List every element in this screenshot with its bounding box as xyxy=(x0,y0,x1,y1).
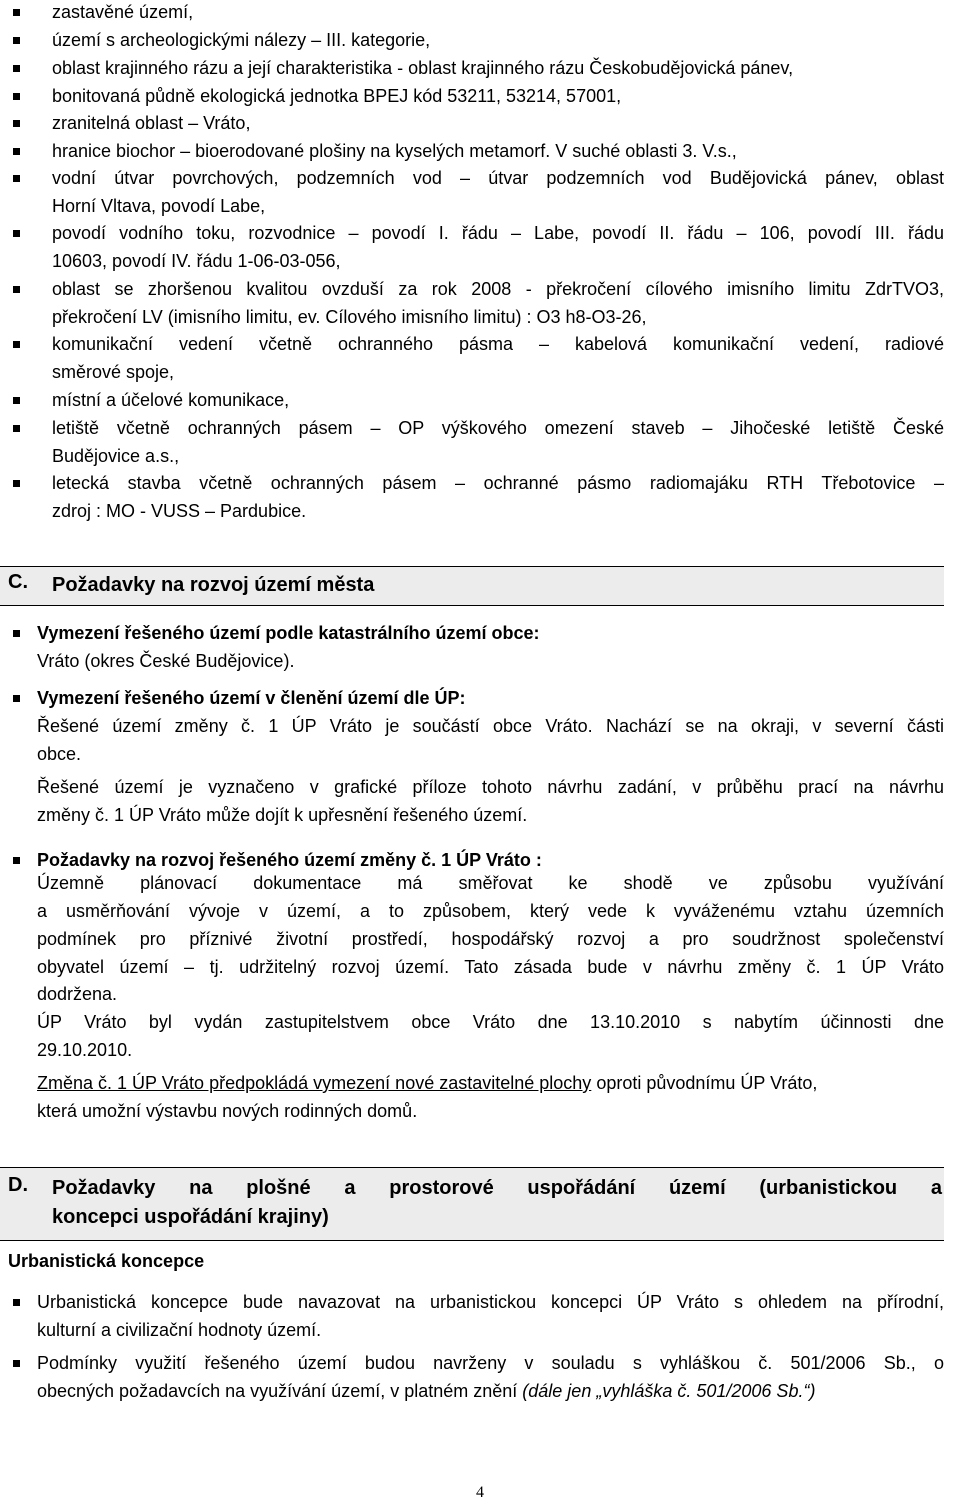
item-text: změny č. 1 ÚP Vráto může dojít k upřesnění řešeného území. xyxy=(37,805,528,825)
list-item: zranitelná oblast – Vráto, xyxy=(52,113,251,133)
list-item: letecká stavba včetně ochranných pásem – ochranné pásmo radiomajáku RTH Třebotovice – xyxy=(52,473,944,493)
list-item: oblast krajinného rázu a její charakteristika - oblast krajinného rázu Českobudějovická pánev, xyxy=(52,58,794,78)
page-number: 4 xyxy=(476,1484,484,1501)
item-text: ÚP Vráto byl vydán zastupitelstvem obce Vráto dne 13.10.2010 s nabytím účinnosti dne xyxy=(37,1012,944,1032)
bullet-square-icon xyxy=(13,37,20,44)
list-item: oblast se zhoršenou kvalitou ovzduší za rok 2008 - překročení cílového imisního limitu ZdrTVO3, xyxy=(52,279,944,299)
bullet-square-icon xyxy=(13,695,20,702)
item-text: Urbanistická koncepce bude navazovat na urbanistickou koncepci ÚP Vráto s ohledem na přírodní, xyxy=(37,1292,944,1312)
bullet-square-icon xyxy=(13,1299,20,1306)
item-text: kulturní a civilizační hodnoty území. xyxy=(37,1320,322,1340)
item-text: Řešené území je vyznačeno v grafické příloze tohoto návrhu zadání, v průběhu prací na návrhu xyxy=(37,777,944,797)
list-item-continuation: zdroj : MO - VUSS – Pardubice. xyxy=(52,501,307,521)
item-heading: Vymezení řešeného území v členění území dle ÚP: xyxy=(37,688,466,708)
list-item: komunikační vedení včetně ochranného pásma – kabelová komunikační vedení, radiové xyxy=(52,334,944,354)
bullet-square-icon xyxy=(13,120,20,127)
item-text: dodržena. xyxy=(37,984,118,1004)
item-text: obyvatel území – tj. udržitelný rozvoj území. Tato zásada bude v návrhu změny č. 1 ÚP Vráto xyxy=(37,957,944,977)
list-item-continuation: 10603, povodí IV. řádu 1-06-03-056, xyxy=(52,251,341,271)
section-d-header xyxy=(0,1167,944,1241)
bullet-square-icon xyxy=(13,93,20,100)
item-heading: Vymezení řešeného území podle katastrálního území obce: xyxy=(37,623,540,643)
list-item: hranice biochor – bioerodované plošiny na kyselých metamorf. V suché oblasti 3. V.s., xyxy=(52,141,737,161)
list-item: bonitovaná půdně ekologická jednotka BPEJ kód 53211, 53214, 57001, xyxy=(52,86,622,106)
bullet-square-icon xyxy=(13,397,20,404)
bullet-square-icon xyxy=(13,65,20,72)
section-letter: C. xyxy=(8,571,28,593)
bullet-square-icon xyxy=(13,230,20,237)
bullet-square-icon xyxy=(13,1360,20,1367)
item-text: obce. xyxy=(37,744,82,764)
item-text-rest: oproti původnímu ÚP Vráto, xyxy=(591,1073,818,1093)
list-item: místní a účelové komunikace, xyxy=(52,390,290,410)
section-letter: D. xyxy=(8,1174,28,1196)
item-text: Územně plánovací dokumentace má směřovat ke shodě ve způsobu využívání xyxy=(37,873,944,893)
item-text-normal: obecných požadavcích na využívání území, v platném znění xyxy=(37,1381,523,1401)
list-item: zastavěné území, xyxy=(52,2,194,22)
item-text xyxy=(37,1377,815,1405)
list-item: území s archeologickými nálezy – III. kategorie, xyxy=(52,30,431,50)
list-item: povodí vodního toku, rozvodnice – povodí I. řádu – Labe, povodí II. řádu – 106, povodí III. řádu xyxy=(52,223,944,243)
item-text: Řešené území změny č. 1 ÚP Vráto je součástí obce Vráto. Nachází se na okraji, v severní části xyxy=(37,716,944,736)
underlined-text: Změna č. 1 ÚP Vráto předpokládá vymezení nové zastavitelné plochy xyxy=(37,1073,592,1093)
item-text: podmínek pro příznivé životní prostředí, hospodářský rozvoj a pro soudržnost společenství xyxy=(37,929,944,949)
bullet-square-icon xyxy=(13,286,20,293)
bullet-square-icon xyxy=(13,175,20,182)
item-text: která umožní výstavbu nových rodinných domů. xyxy=(37,1101,418,1121)
item-text xyxy=(37,1069,817,1097)
item-text: 29.10.2010. xyxy=(37,1040,133,1060)
bullet-square-icon xyxy=(13,9,20,16)
section-title: Požadavky na plošné a prostorové uspořádání území (urbanistickou a xyxy=(52,1177,942,1199)
item-text: Podmínky využití řešeného území budou navrženy v souladu s vyhláškou č. 501/2006 Sb., o xyxy=(37,1353,944,1373)
list-item: vodní útvar povrchových, podzemních vod – útvar podzemních vod Budějovická pánev, oblast xyxy=(52,168,944,188)
subheading: Urbanistická koncepce xyxy=(8,1251,205,1271)
item-text: Vráto (okres České Budějovice). xyxy=(37,651,295,671)
bullet-square-icon xyxy=(13,857,20,864)
bullet-square-icon xyxy=(13,630,20,637)
bullet-square-icon xyxy=(13,425,20,432)
list-item: letiště včetně ochranných pásem – OP výškového omezení staveb – Jihočeské letiště České xyxy=(52,418,944,438)
bullet-square-icon xyxy=(13,148,20,155)
list-item-continuation: směrové spoje, xyxy=(52,362,175,382)
section-title-continuation: koncepci uspořádání krajiny) xyxy=(52,1206,329,1228)
section-title: Požadavky na rozvoj území města xyxy=(52,574,375,596)
item-text: a usměrňování vývoje v území, a to způsobem, který vede k vyváženému vztahu územních xyxy=(37,901,944,921)
list-item-continuation: Budějovice a.s., xyxy=(52,446,180,466)
item-text-italic: (dále jen „vyhláška č. 501/2006 Sb.“) xyxy=(522,1381,816,1401)
list-item-continuation: Horní Vltava, povodí Labe, xyxy=(52,196,266,216)
bullet-square-icon xyxy=(13,480,20,487)
bullet-square-icon xyxy=(13,341,20,348)
section-c-header xyxy=(0,566,944,606)
item-heading: Požadavky na rozvoj řešeného území změny č. 1 ÚP Vráto : xyxy=(37,850,542,870)
list-item-continuation: překročení LV (imisního limitu, ev. Cílového imisního limitu) : O3 h8-O3-26, xyxy=(52,307,647,327)
